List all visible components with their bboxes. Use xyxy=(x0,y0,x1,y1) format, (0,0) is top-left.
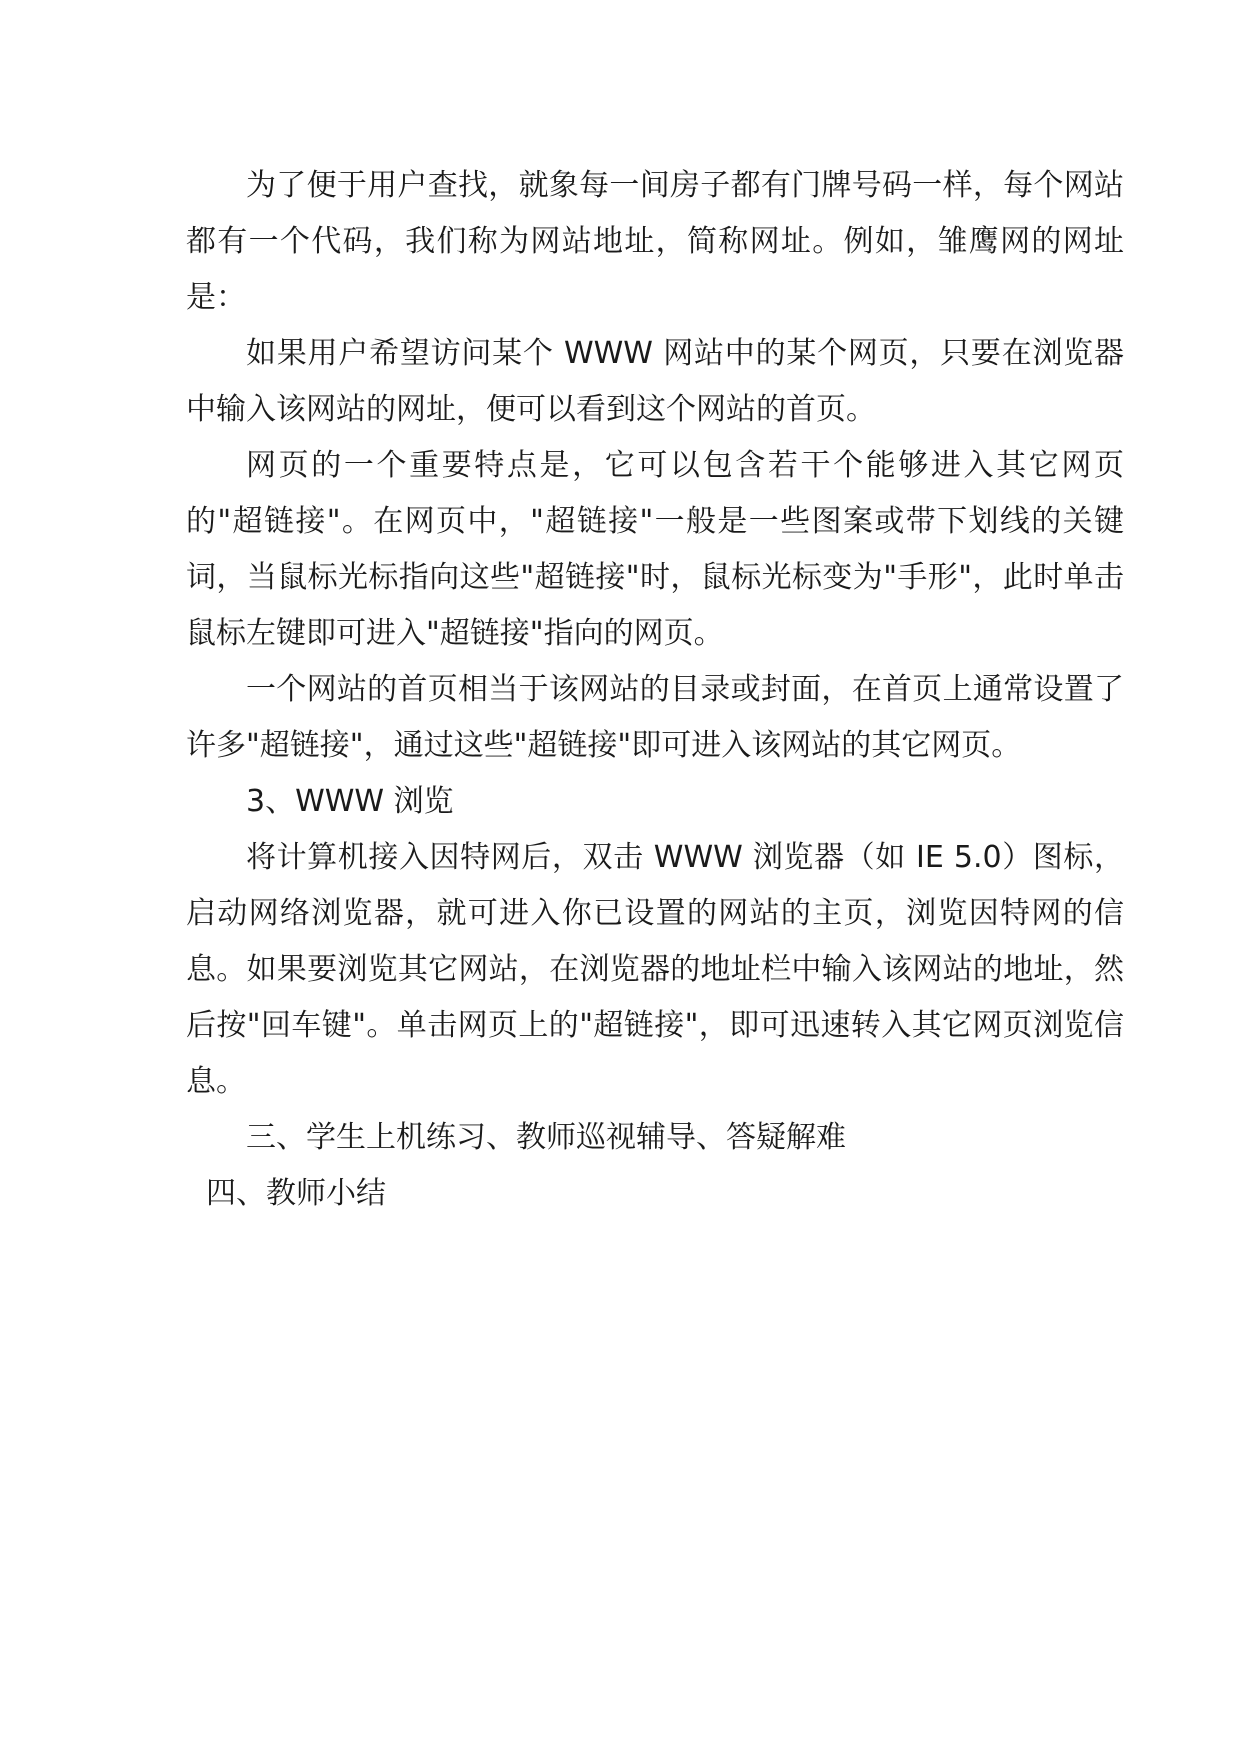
section-heading-summary: 四、教师小结 xyxy=(206,1176,386,1211)
paragraph-visit-website: 如果用户希望访问某个 WWW 网站中的某个网页，只要在浏览器中输入该网站的网址，便可以看到这个网站的首页。 xyxy=(186,336,1124,427)
paragraph-hyperlinks: 网页的一个重要特点是，它可以包含若干个能够进入其它网页的"超链接"。在网页中，"超链接"一般是一些图案或带下划线的关键词，当鼠标光标指向这些"超链接"时，鼠标光标变为"手形"，此时单击鼠标左键即可进入"超链接"指向的网页。 xyxy=(186,448,1124,651)
paragraph-browser-usage: 将计算机接入因特网后，双击 WWW 浏览器（如 IE 5.0）图标，启动网络浏览器，就可进入你已设置的网站的主页，浏览因特网的信息。如果要浏览其它网站，在浏览器的地址栏中输入该网站的地址，然后按"回车键"。单击网页上的"超链接"，即可迅速转入其它网页浏览信息。 xyxy=(186,840,1124,1099)
paragraph-url-intro: 为了便于用户查找，就象每一间房子都有门牌号码一样，每个网站都有一个代码，我们称为网站地址，简称网址。例如，雏鹰网的网址是： xyxy=(186,168,1124,315)
section-heading-practice: 三、学生上机练习、教师巡视辅导、答疑解难 xyxy=(246,1120,846,1155)
paragraph-homepage: 一个网站的首页相当于该网站的目录或封面，在首页上通常设置了许多"超链接"，通过这些"超链接"即可进入该网站的其它网页。 xyxy=(186,672,1124,763)
body-text xyxy=(186,158,1124,1222)
section-heading-www-browse: 3、WWW 浏览 xyxy=(246,784,454,819)
